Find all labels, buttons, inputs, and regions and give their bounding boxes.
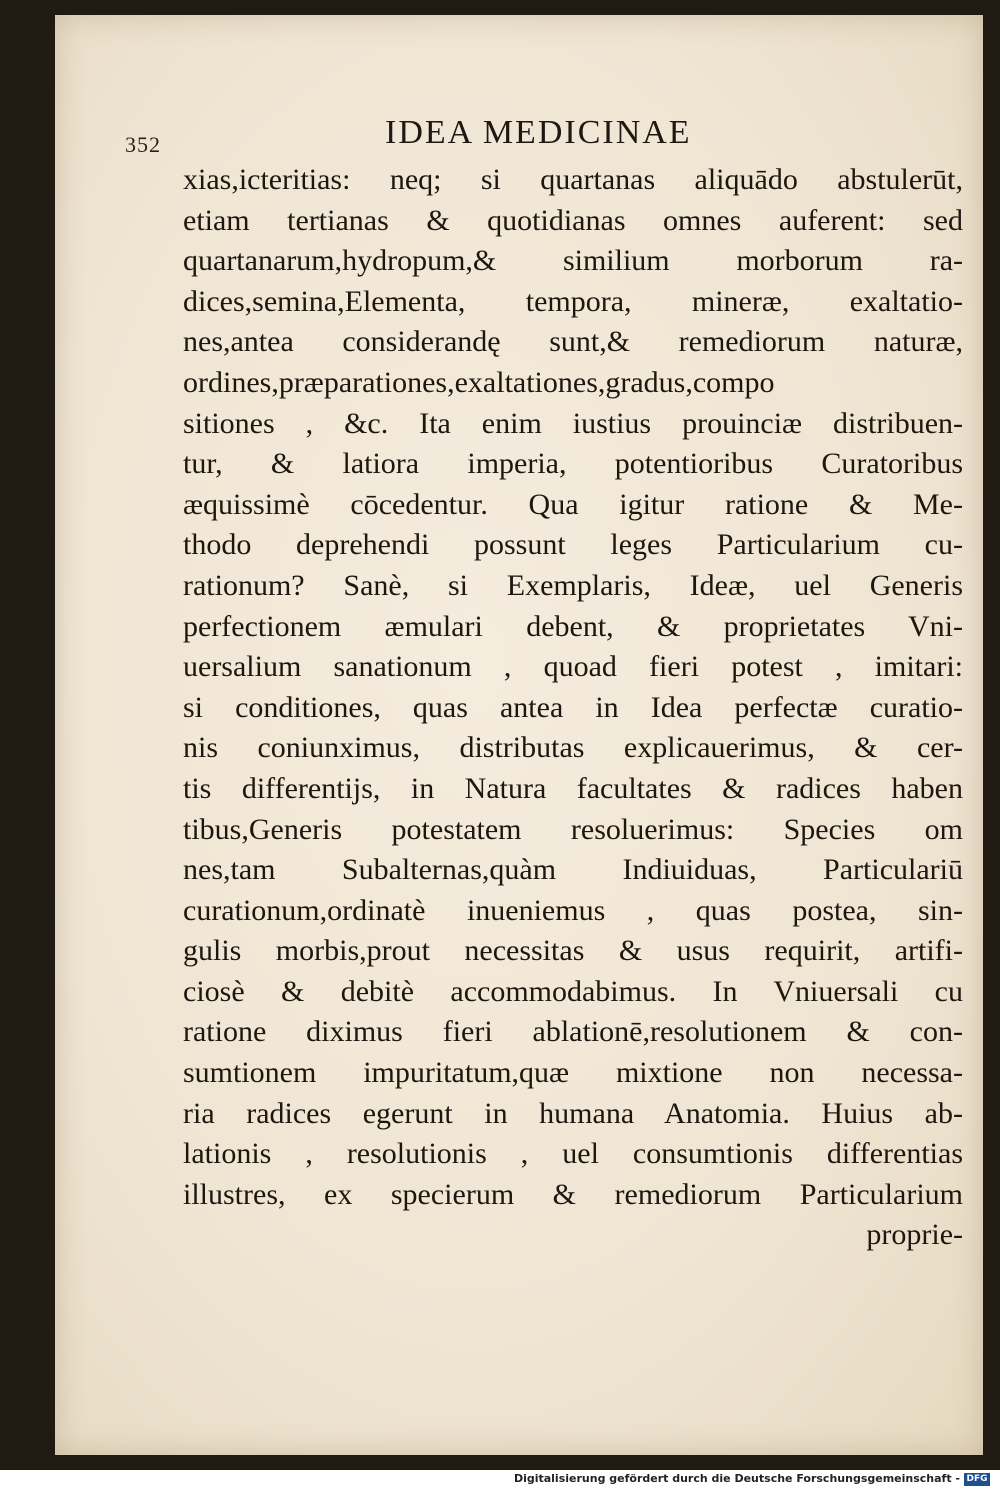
page-number: 352	[125, 132, 161, 157]
text-line: nis coniunximus, distributas explicauerimus, & cer-	[183, 731, 963, 765]
text-line: xias,icteritias: neq; si quartanas aliquādo abstulerūt,	[183, 163, 963, 196]
text-line: æquissimè cōcedentur. Qua igitur ratione & Me-	[183, 487, 963, 521]
text-line: perfectionem æmulari debent, & proprietates Vni-	[183, 609, 963, 643]
running-title: IDEA MEDICINAE	[385, 114, 692, 151]
text-line: dices,semina,Elementa, tempora, mineræ, exaltatio-	[183, 284, 963, 318]
text-line: sumtionem impuritatum,quæ mixtione non necessa-	[183, 1056, 963, 1090]
dfg-logo: DFG	[964, 1473, 990, 1486]
body-text	[183, 160, 963, 1256]
text-line: tis differentijs, in Natura facultates & radices haben	[183, 771, 963, 805]
text-line: tur, & latiora imperia, potentioribus Curatoribus	[183, 447, 963, 481]
catchword: proprie-	[866, 1218, 963, 1252]
text-line: curationum,ordinatè inueniemus , quas postea, sin-	[183, 893, 963, 927]
funding-credit: Digitalisierung gefördert durch die Deutsche Forschungsgemeinschaft -	[513, 1472, 960, 1485]
text-line: si conditiones, quas antea in Idea perfectæ curatio-	[183, 690, 963, 724]
text-line: tibus,Generis potestatem resoluerimus: Species om	[183, 812, 963, 846]
text-line: lationis , resolutionis , uel consumtionis differentias	[183, 1137, 963, 1171]
text-line: rationum? Sanè, si Exemplaris, Ideæ, uel Generis	[183, 568, 963, 602]
text-line: nes,antea considerandę sunt,& remediorum naturæ,	[183, 325, 963, 359]
text-line: ratione diximus fieri ablationē,resolutionem & con-	[183, 1015, 963, 1049]
text-line: uersalium sanationum , quoad fieri potest , imitari:	[183, 650, 963, 684]
text-line: etiam tertianas & quotidianas omnes auferent: sed	[183, 203, 963, 237]
text-line: ordines,præparationes,exaltationes,gradus,compo	[183, 365, 775, 399]
text-line: gulis morbis,prout necessitas & usus requirit, artifi-	[183, 934, 963, 968]
text-line: ria radices egerunt in humana Anatomia. Huius ab-	[183, 1096, 963, 1130]
footer-bar	[0, 1470, 1000, 1490]
text-line: illustres, ex specierum & remediorum Particularium	[183, 1177, 963, 1211]
text-line: quartanarum,hydropum,& similium morborum ra-	[183, 244, 963, 278]
text-line: sitiones , &c. Ita enim iustius prouinciæ distribuen-	[183, 406, 963, 440]
text-line: ciosè & debitè accommodabimus. In Vniuersali cu	[183, 974, 963, 1008]
text-line: thodo deprehendi possunt leges Particularium cu-	[183, 528, 963, 562]
text-line: nes,tam Subalternas,quàm Indiuiduas, Particulariū	[183, 853, 963, 887]
